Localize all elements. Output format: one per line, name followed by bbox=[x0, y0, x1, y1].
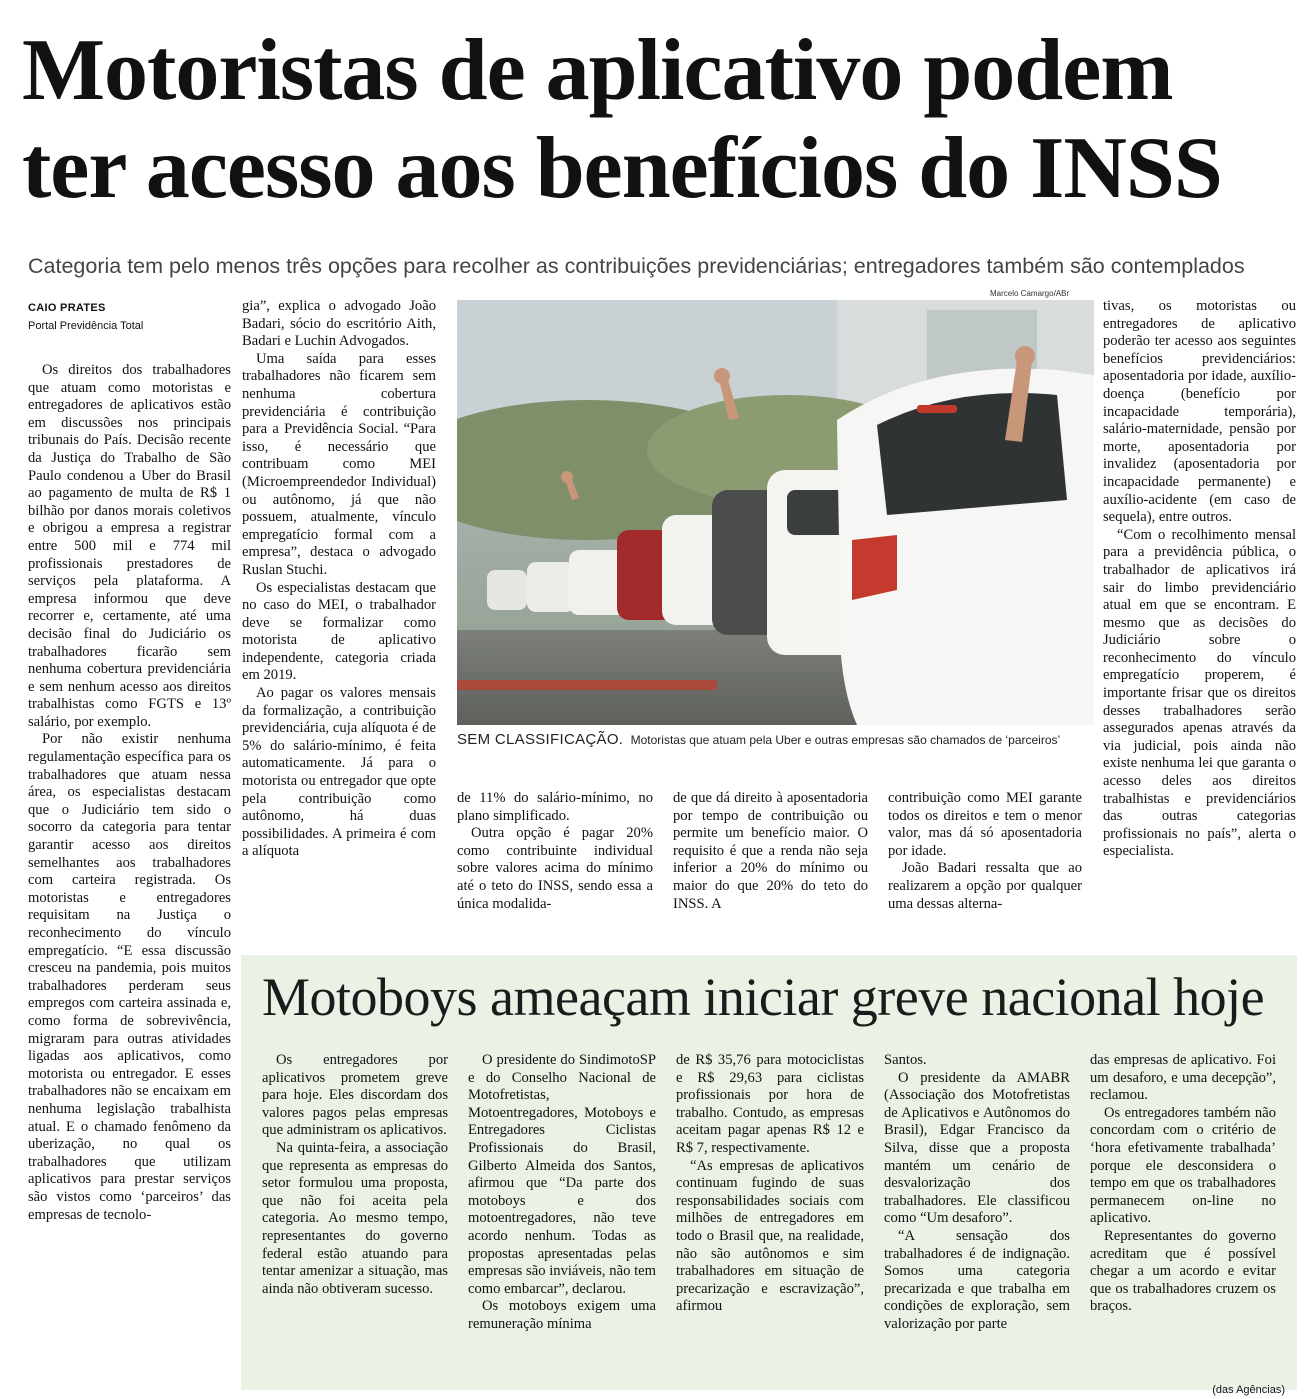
paragraph: tivas, os motoristas ou entregadores de aplicativo poderão ter acesso aos seguintes benefícios previdenciários: aposentadoria por idade, auxílio-doença (benefício por incapacidade temporária), salário-maternidade, pensão por morte, aposentadoria por invalidez (aposentadoria por incapacidade permanente) e auxílio-acidente (em caso de sequela), entre outros. bbox=[1103, 298, 1296, 526]
sidebar-column-3 bbox=[676, 1052, 864, 1316]
paragraph: de 11% do salário-mínimo, no plano simplificado. bbox=[457, 790, 653, 824]
article-column-5 bbox=[888, 790, 1082, 913]
paragraph: João Badari ressalta que ao realizarem a opção por qualquer uma dessas alterna- bbox=[888, 860, 1082, 912]
cars-protest-photo bbox=[457, 300, 1094, 725]
paragraph: O presidente da AMABR (Associação dos Motofretistas de Aplicativos e Autônomos do Brasil), Edgar Francisco da Silva, disse que a proposta mantém um cenário de desvalorização dos trabalhadores. Ele classificou como “Um desaforo”. bbox=[884, 1069, 1070, 1227]
paragraph: “Com o recolhimento mensal para a previdência pública, o trabalhador de aplicativos irá sair do limbo previdenciário atual em que se encontram. E mesmo que as decisões do Judiciário sobre o reconhecimento do vínculo empregatício properem, é importante frisar que os direitos desses trabalhadores serão assegurados apenas através da via judicial, pois ainda não existe nenhuma lei que garanta o acesso deles aos direitos trabalhistas e previdenciários das outras categorias profissionais no país”, alerta o especialista. bbox=[1103, 526, 1296, 860]
paragraph: gia”, explica o advogado João Badari, sócio do escritório Aith, Badari e Luchin Advogados. bbox=[242, 298, 436, 350]
paragraph: “As empresas de aplicativos continuam fugindo de suas responsabilidades sociais com milhões de entregadores em todo o Brasil que, na realidade, não são autônomos e sim trabalhadores em situação de precarização e escravização”, afirmou bbox=[676, 1157, 864, 1315]
paragraph: Os entregadores também não concordam com o critério de ‘hora efetivamente trabalhada’ porque ele desconsidera o tempo em que os trabalhadores permanecem on-line no aplicativo. bbox=[1090, 1104, 1276, 1227]
subheadline: Categoria tem pelo menos três opções para recolher as contribuições previdenciárias; entregadores também são contemplados bbox=[28, 254, 1245, 278]
paragraph: Os direitos dos trabalhadores que atuam como motoristas e entregadores de aplicativos estão em discussões nos principais tribunais do País. Decisão recente da Justiça do Trabalho de São Paulo condenou a Uber do Brasil ao pagamento de multa de R$ 1 bilhão por danos morais coletivos e obrigou a empresa a registrar entre 500 mil e 774 mil profissionais prestadores de serviços pela plataforma. A empresa informou que deve recorrer e, certamente, até uma decisão final do Judiciário os trabalhadores ficarão sem nenhuma cobertura previdenciária e sem nenhum acesso aos direitos trabalhistas como FGTS e 13º salário, por exemplo. bbox=[28, 362, 231, 730]
sidebar-column-2 bbox=[468, 1052, 656, 1334]
article-column-3 bbox=[457, 790, 653, 913]
paragraph: das empresas de aplicativo. Foi um desaforo, e uma decepção”, reclamou. bbox=[1090, 1052, 1276, 1104]
paragraph: O presidente do SindimotoSP e do Conselho Nacional de Motofretistas, Motoentregadores, Motoboys e Entregadores Ciclistas Profissionais do Brasil, Gilberto Almeida dos Santos, afirmou que “Da parte dos motoboys e dos motoentregadores, não teve acordo nenhum. Todas as propostas apresentadas pelas empresas são inviáveis, não tem como embarcar”, declarou. bbox=[468, 1052, 656, 1297]
author-name: CAIO PRATES bbox=[28, 302, 106, 314]
paragraph: Outra opção é pagar 20% como contribuinte individual sobre valores acima do mínimo até o teto do INSS, sendo essa a única modalida- bbox=[457, 825, 653, 912]
photo-credit: Marcelo Camargo/ABr bbox=[990, 289, 1070, 298]
paragraph: Santos. bbox=[884, 1052, 927, 1068]
paragraph: Na quinta-feira, a associação que representa as empresas do setor formulou uma proposta, que não foi aceita pela categoria. Ao mesmo tempo, representantes do governo federal estão atuando para tentar amenizar a situação, mas ainda não obtiveram sucesso. bbox=[262, 1139, 448, 1297]
paragraph: Uma saída para esses trabalhadores não ficarem sem nenhuma cobertura previdenciária é contribuição para a Previdência Social. “Para isso, é necessário que contribuam como MEI (Microempreendedor Individual) ou autônomo, já que não possuem, atualmente, vínculo empregatício formal com a empresa”, destaca o advogado Ruslan Stuchi. bbox=[242, 350, 436, 578]
headline: Motoristas de aplicativo podem ter acesso aos benefícios do INSS bbox=[22, 22, 1222, 217]
paragraph: Representantes do governo acreditam que é possível chegar a um acordo e evitar que os trabalhadores cruzem os braços. bbox=[1090, 1227, 1276, 1315]
article-column-1 bbox=[28, 362, 231, 1224]
paragraph: Os especialistas destacam que no caso do MEI, o trabalhador deve se formalizar como motorista de aplicativo independente, categoria criada em 2019. bbox=[242, 579, 436, 684]
paragraph: contribuição como MEI garante todos os direitos e tem o menor valor, mas dá só aposentadoria por idade. bbox=[888, 790, 1082, 859]
news-photo bbox=[457, 300, 1094, 725]
caption-label: SEM CLASSIFICAÇÃO. bbox=[457, 731, 624, 748]
sidebar-column-1 bbox=[262, 1052, 448, 1298]
paragraph: de que dá direito à aposentadoria por tempo de contribuição ou permite um benefício maior. O requisito é que a renda não seja inferior a 20% do mínimo ou maior do que 20% do teto do INSS. A bbox=[673, 790, 868, 912]
paragraph: de R$ 35,76 para motociclistas e R$ 29,63 para ciclistas profissionais por hora de trabalho. Contudo, as empresas aceitam pagar apenas R$ 12 e R$ 7, respectivamente. bbox=[676, 1052, 864, 1156]
article-column-6 bbox=[1103, 298, 1296, 861]
paragraph: Os motoboys exigem uma remuneração mínima bbox=[468, 1298, 656, 1332]
paragraph: Os entregadores por aplicativos prometem greve para hoje. Eles discordam dos valores pagos pelas empresas que administram os aplicativos. bbox=[262, 1052, 448, 1139]
caption-text: Motoristas que atuam pela Uber e outras empresas são chamados de ‘parceiros’ bbox=[630, 733, 1061, 747]
photo-caption bbox=[457, 731, 1097, 748]
sidebar-source: (das Agências) bbox=[1212, 1384, 1285, 1396]
author-outlet: Portal Previdência Total bbox=[28, 320, 144, 332]
article-column-2 bbox=[242, 298, 436, 861]
sidebar-column-5 bbox=[1090, 1052, 1276, 1316]
paragraph: Por não existir nenhuma regulamentação específica para os trabalhadores que atuam nessa área, os especialistas destacam que o Judiciário tem sido o socorro da categoria para tentar garantir acesso aos direitos semelhantes aos trabalhadores com carteira registrada. Os motoristas e entregadores requisitam na Justiça o reconhecimento do vínculo empregatício. “E essa discussão cresceu na pandemia, pois muitos trabalhadores perderam seus empregos com carteira assinada e, como forma de sobrevivência, migraram para outras atividades ligadas aos aplicativos, como motorista ou entregador. E esses trabalhadores não se encaixam em nenhuma legislação trabalhista atual. E o chamado fenômeno da uberização, no qual os trabalhadores que utilizam aplicativos para prestar serviços são vistos como ‘parceiros’ das empresas de tecnolo- bbox=[28, 731, 231, 1223]
sidebar-title: Motoboys ameaçam iniciar greve nacional hoje bbox=[262, 967, 1265, 1027]
sidebar-column-4 bbox=[884, 1052, 1070, 1334]
paragraph: Ao pagar os valores mensais da formalização, a contribuição previdenciária, cuja alíquota é de 5% do salário-mínimo, é feita automaticamente. Já para o motorista ou entregador que opte pela contribuição como autônomo, há duas possibilidades. A primeira é com a alíquota bbox=[242, 685, 436, 860]
paragraph: “A sensação dos trabalhadores é de indignação. Somos uma categoria precarizada e que trabalha em condições de exploração, sem valorização por parte bbox=[884, 1227, 1070, 1332]
article-column-4 bbox=[673, 790, 868, 913]
